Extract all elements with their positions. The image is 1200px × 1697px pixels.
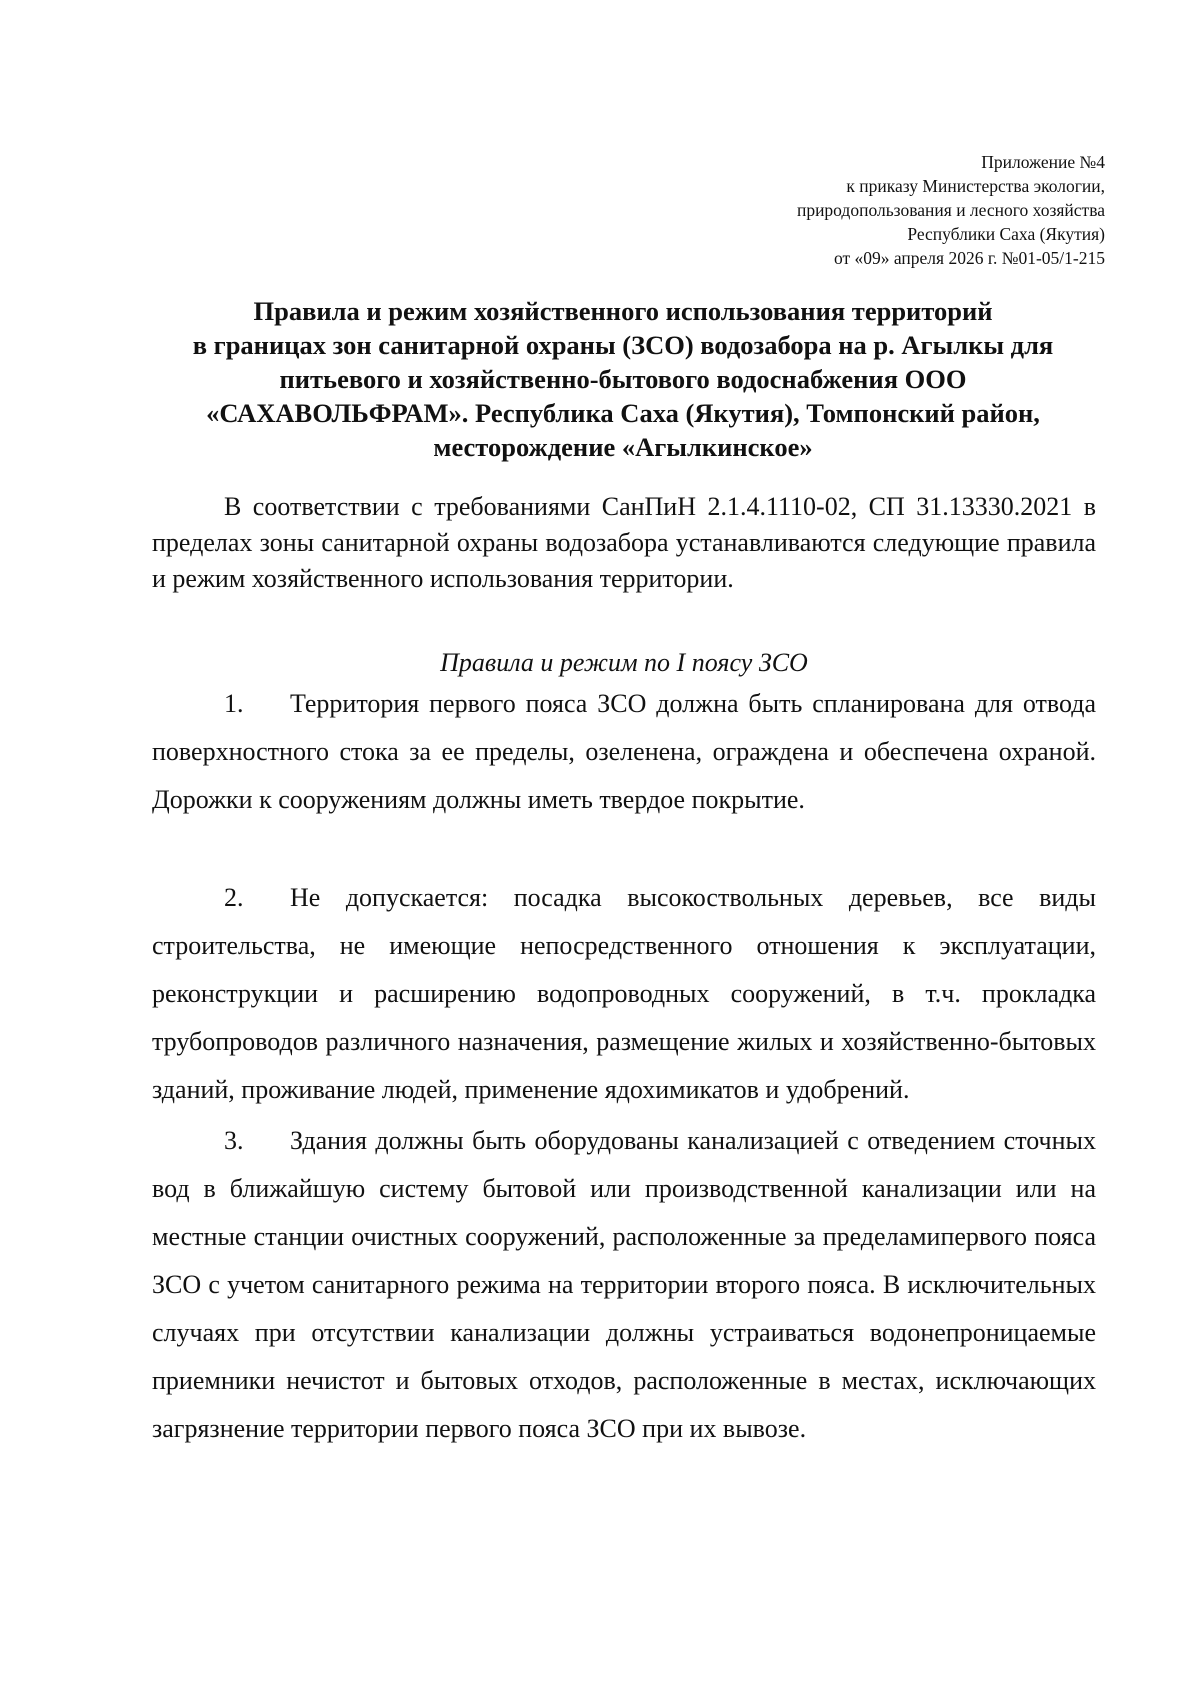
- title-line: питьевого и хозяйственно-бытового водоснабжения ООО: [279, 364, 967, 394]
- intro-paragraph: В соответствии с требованиями СанПиН 2.1.4.1110-02, СП 31.13330.2021 в пределах зоны санитарной охраны водозабора устанавливаются следующие правила и режим хозяйственного использования территории.: [152, 492, 1096, 593]
- title-line: «САХАВОЛЬФРАМ». Республика Саха (Якутия), Томпонский район,: [206, 398, 1040, 428]
- rule-number: 1.: [224, 689, 244, 718]
- title-line: в границах зон санитарной охраны (ЗСО) водозабора на р. Агылкы для: [192, 330, 1054, 360]
- appendix-line: к приказу Министерства экологии,: [846, 176, 1105, 196]
- rule-number: 2.: [224, 883, 244, 912]
- rule-item-3: [152, 1117, 1096, 1453]
- rule-item-1: [152, 680, 1096, 824]
- appendix-line: Республики Саха (Якутия): [907, 224, 1105, 244]
- title-line: Правила и режим хозяйственного использования территорий: [253, 296, 993, 326]
- appendix-line: от «09» апреля 2026 г. №01-05/1-215: [833, 248, 1105, 268]
- rule-item-2: [152, 874, 1096, 1114]
- appendix-block: [797, 150, 1105, 270]
- appendix-line: Приложение №4: [981, 152, 1105, 172]
- title-line: месторождение «Агылкинское»: [433, 432, 813, 462]
- rule-number: 3.: [224, 1126, 244, 1155]
- appendix-line: природопользования и лесного хозяйства: [796, 200, 1105, 220]
- rule-text: Территория первого пояса ЗСО должна быть спланирована для отвода поверхностного стока за ее пределы, озеленена, ограждена и обеспечена охраной. Дорожки к сооружениям должны иметь твердое покрытие.: [152, 689, 1096, 814]
- document-title: [140, 294, 1106, 464]
- rule-text: Не допускается: посадка высокоствольных деревьев, все виды строительства, не имеющие непосредственного отношения к эксплуатации, реконструкции и расширению водопроводных сооружений, в т.ч. прокладка трубопроводов различного назначения, размещение жилых и хозяйственно-бытовых зданий, проживание людей, применение ядохимикатов и удобрений.: [152, 883, 1096, 1104]
- rule-text: Здания должны быть оборудованы канализацией с отведением сточных вод в ближайшую систему бытовой или производственной канализации или на местные станции очистных сооружений, расположенные за пределамипервого пояса ЗСО с учетом санитарного режима на территории второго пояса. В исключительных случаях при отсутствии канализации должны устраиваться водонепроницаемые приемники нечистот и бытовых отходов, расположенные в местах, исключающих загрязнение территории первого пояса ЗСО при их вывозе.: [152, 1126, 1096, 1443]
- section-subheading: Правила и режим по I поясу ЗСО: [440, 648, 808, 677]
